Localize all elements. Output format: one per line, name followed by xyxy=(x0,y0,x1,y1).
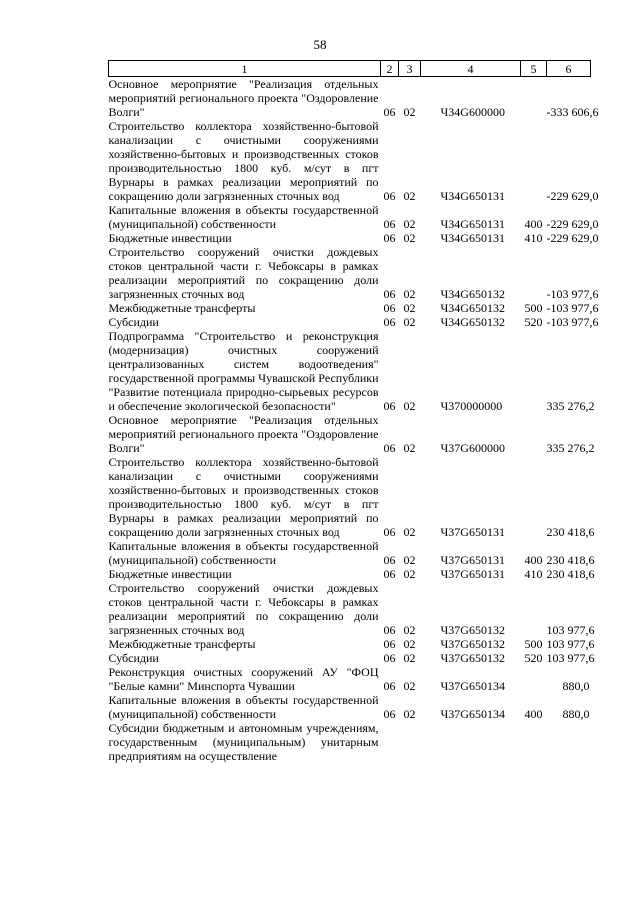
row-amount-cell: -103 977,6 xyxy=(546,315,599,329)
row-name-cell: Строительство коллектора хозяйственно-бытовой канализации с очистными сооружениями хозяйственно-бытовых и производственных стоков производительностью 1800 куб. м/сут в пгт Вурнары в рамках реализации мероприятий по сокращению доли загрязненных сточных вод xyxy=(108,119,379,203)
row-subsection-cell: 02 xyxy=(403,315,416,329)
table-row xyxy=(109,77,591,120)
row-amount-cell: 103 977,6 xyxy=(546,651,595,665)
row-name-cell: Межбюджетные трансферты xyxy=(108,637,256,651)
row-section-cell: 06 xyxy=(383,525,396,539)
row-amount-cell: 103 977,6 xyxy=(546,623,595,637)
row-section-cell: 06 xyxy=(383,105,396,119)
row-name-cell: Межбюджетные трансферты xyxy=(108,301,256,315)
row-section-cell: 06 xyxy=(383,553,396,567)
row-expense-type-cell: 500 xyxy=(524,301,543,315)
header-col-4: 4 xyxy=(421,61,521,77)
row-target-article-cell: Ч37G650131 xyxy=(440,567,505,581)
row-amount-cell: -103 977,6 xyxy=(546,301,599,315)
row-expense-type-cell: 410 xyxy=(524,567,543,581)
row-expense-type-cell xyxy=(521,413,547,455)
row-target-article-cell xyxy=(421,721,521,763)
row-subsection-cell: 02 xyxy=(403,651,416,665)
row-expense-type-cell: 400 xyxy=(524,217,543,231)
row-expense-type-cell xyxy=(521,665,547,693)
row-target-article-cell: Ч37G650131 xyxy=(440,553,505,567)
header-col-1: 1 xyxy=(109,61,381,77)
table-row xyxy=(109,231,591,245)
row-expense-type-cell xyxy=(521,329,547,413)
row-name-cell: Строительство коллектора хозяйственно-бытовой канализации с очистными сооружениями хозяйственно-бытовых и производственных стоков производительностью 1800 куб. м/сут в пгт Вурнары в рамках реализации мероприятий по сокращению доли загрязненных сточных вод xyxy=(108,455,379,539)
row-subsection-cell: 02 xyxy=(403,189,416,203)
row-amount-cell: 335 276,2 xyxy=(546,399,595,413)
row-target-article-cell: Ч34G650132 xyxy=(440,315,505,329)
row-expense-type-cell xyxy=(521,455,547,539)
row-subsection-cell: 02 xyxy=(403,231,416,245)
row-amount-cell: 880,0 xyxy=(562,707,590,721)
row-expense-type-cell: 410 xyxy=(524,231,543,245)
table-row xyxy=(109,721,591,763)
row-amount-cell: 230 418,6 xyxy=(546,567,595,581)
row-section-cell: 06 xyxy=(383,217,396,231)
header-col-2: 2 xyxy=(381,61,399,77)
header-col-6: 6 xyxy=(547,61,591,77)
row-target-article-cell: Ч370000000 xyxy=(440,399,503,413)
row-name-cell: Бюджетные инвестиции xyxy=(108,567,232,581)
row-expense-type-cell xyxy=(521,119,547,203)
row-section-cell: 06 xyxy=(383,301,396,315)
row-target-article-cell: Ч37G650131 xyxy=(440,525,505,539)
row-expense-type-cell: 520 xyxy=(524,315,543,329)
row-subsection-cell: 02 xyxy=(403,567,416,581)
table-row xyxy=(109,413,591,455)
row-target-article-cell: Ч34G650132 xyxy=(440,301,505,315)
row-name-cell: Капитальные вложения в объекты государственной (муниципальной) собственности xyxy=(108,539,379,567)
table-row xyxy=(109,637,591,651)
row-expense-type-cell xyxy=(521,721,547,763)
row-section-cell: 06 xyxy=(383,567,396,581)
row-amount-cell: 335 276,2 xyxy=(546,441,595,455)
table-row xyxy=(109,693,591,721)
row-target-article-cell: Ч34G650131 xyxy=(440,231,505,245)
row-amount-cell: -229 629,0 xyxy=(546,231,599,245)
row-subsection-cell: 02 xyxy=(403,525,416,539)
row-name-cell: Реконструкция очистных сооружений АУ "ФОЦ "Белые камни" Минспорта Чувашии xyxy=(108,665,379,693)
table-row xyxy=(109,329,591,413)
header-col-5: 5 xyxy=(521,61,547,77)
row-amount-cell: 230 418,6 xyxy=(546,525,595,539)
row-name-cell: Субсидии бюджетным и автономным учреждениям, государственным (муниципальным) унитарным предприятиям на осуществление xyxy=(108,721,379,763)
row-subsection-cell: 02 xyxy=(403,399,416,413)
row-amount-cell: -229 629,0 xyxy=(546,189,599,203)
row-section-cell: 06 xyxy=(383,287,396,301)
row-expense-type-cell: 500 xyxy=(524,637,543,651)
table-row xyxy=(109,315,591,329)
table-row xyxy=(109,119,591,203)
row-target-article-cell: Ч37G600000 xyxy=(440,441,505,455)
table-row xyxy=(109,245,591,301)
row-expense-type-cell: 520 xyxy=(524,651,543,665)
row-expense-type-cell: 400 xyxy=(524,553,543,567)
table-row xyxy=(109,665,591,693)
row-expense-type-cell xyxy=(521,245,547,301)
row-section-cell: 06 xyxy=(383,679,396,693)
row-subsection-cell: 02 xyxy=(403,441,416,455)
row-section-cell: 06 xyxy=(383,189,396,203)
row-name-cell: Подпрограмма "Строительство и реконструкция (модернизация) очистных сооружений централизованных систем водоотведения" государственной программы Чувашской Республики "Развитие потенциала природно-сырьевых ресурсов и обеспечение экологической безопасности" xyxy=(108,329,379,413)
row-subsection-cell: 02 xyxy=(403,679,416,693)
row-section-cell: 06 xyxy=(383,231,396,245)
row-section-cell: 06 xyxy=(383,399,396,413)
row-section-cell: 06 xyxy=(383,315,396,329)
row-subsection-cell xyxy=(399,721,421,763)
row-expense-type-cell: 400 xyxy=(524,707,543,721)
row-amount-cell: -229 629,0 xyxy=(546,217,599,231)
row-section-cell: 06 xyxy=(383,441,396,455)
row-section-cell: 06 xyxy=(383,651,396,665)
row-target-article-cell: Ч37G650134 xyxy=(440,707,505,721)
row-target-article-cell: Ч37G650132 xyxy=(440,651,505,665)
row-subsection-cell: 02 xyxy=(403,301,416,315)
row-name-cell: Капитальные вложения в объекты государственной (муниципальной) собственности xyxy=(108,693,379,721)
row-section-cell: 06 xyxy=(383,623,396,637)
row-amount-cell: 103 977,6 xyxy=(546,637,595,651)
page-number: 58 xyxy=(313,37,327,52)
budget-table xyxy=(108,60,599,763)
row-name-cell: Основное мероприятие "Реализация отдельных мероприятий регионального проекта "Оздоровление Волги" xyxy=(108,413,379,455)
row-target-article-cell: Ч34G650131 xyxy=(440,189,505,203)
row-section-cell xyxy=(381,721,399,763)
row-name-cell: Основное мероприятие "Реализация отдельных мероприятий регионального проекта "Оздоровление Волги" xyxy=(108,77,379,119)
row-target-article-cell: Ч37G650134 xyxy=(440,679,505,693)
row-section-cell: 06 xyxy=(383,707,396,721)
row-name-cell: Строительство сооружений очистки дождевых стоков центральной части г. Чебоксары в рамках реализации мероприятий по сокращению доли загрязненных сточных вод xyxy=(108,245,379,301)
table-row xyxy=(109,301,591,315)
row-target-article-cell: Ч37G650132 xyxy=(440,623,505,637)
row-amount-cell: 880,0 xyxy=(562,679,590,693)
header-col-3: 3 xyxy=(399,61,421,77)
row-subsection-cell: 02 xyxy=(403,637,416,651)
row-name-cell: Бюджетные инвестиции xyxy=(108,231,232,245)
row-subsection-cell: 02 xyxy=(403,217,416,231)
row-amount-cell xyxy=(547,721,591,763)
table-header-row xyxy=(109,61,591,77)
row-section-cell: 06 xyxy=(383,637,396,651)
row-target-article-cell: Ч34G650131 xyxy=(440,217,505,231)
table-row xyxy=(109,651,591,665)
table-body xyxy=(108,77,599,764)
table-row xyxy=(109,203,591,231)
row-target-article-cell: Ч34G600000 xyxy=(440,105,505,119)
row-amount-cell: -103 977,6 xyxy=(546,287,599,301)
row-target-article-cell: Ч34G650132 xyxy=(440,287,505,301)
table-row xyxy=(109,581,591,637)
row-expense-type-cell xyxy=(521,77,547,120)
row-name-cell: Капитальные вложения в объекты государственной (муниципальной) собственности xyxy=(108,203,379,231)
row-target-article-cell: Ч37G650132 xyxy=(440,637,505,651)
table-row xyxy=(109,567,591,581)
table-row xyxy=(109,539,591,567)
row-amount-cell: -333 606,6 xyxy=(546,105,599,119)
row-subsection-cell: 02 xyxy=(403,553,416,567)
row-name-cell: Строительство сооружений очистки дождевых стоков центральной части г. Чебоксары в рамках реализации мероприятий по сокращению доли загрязненных сточных вод xyxy=(108,581,379,637)
row-name-cell: Субсидии xyxy=(108,315,159,329)
row-subsection-cell: 02 xyxy=(403,623,416,637)
row-subsection-cell: 02 xyxy=(403,287,416,301)
row-name-cell: Субсидии xyxy=(108,651,159,665)
table-row xyxy=(109,455,591,539)
row-subsection-cell: 02 xyxy=(403,707,416,721)
row-amount-cell: 230 418,6 xyxy=(546,553,595,567)
row-subsection-cell: 02 xyxy=(403,105,416,119)
row-expense-type-cell xyxy=(521,581,547,637)
